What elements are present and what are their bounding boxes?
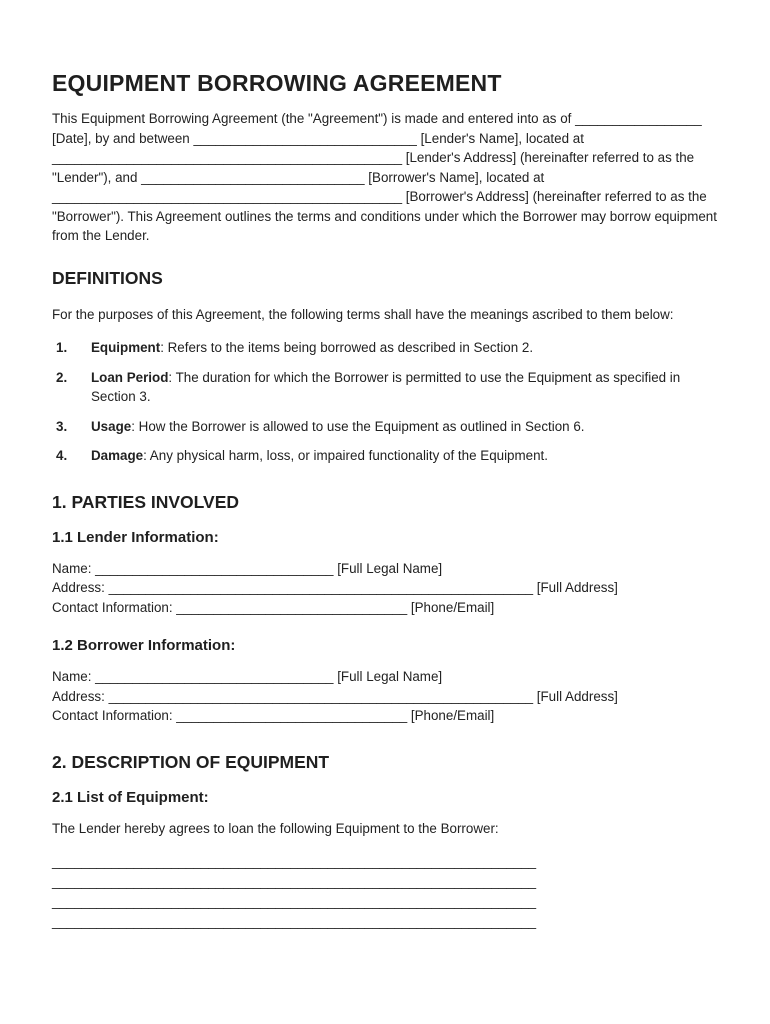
- definition-number: 3.: [56, 418, 68, 434]
- borrower-info-block: [52, 667, 718, 726]
- document-title: EQUIPMENT BORROWING AGREEMENT: [52, 70, 502, 96]
- definitions-heading: DEFINITIONS: [52, 267, 163, 288]
- borrower-address-field: Address: _________________________________________________________ [Full Address]: [52, 688, 618, 704]
- parties-heading: 1. PARTIES INVOLVED: [52, 491, 240, 512]
- lender-name-field: Name: ________________________________ [Full Legal Name]: [52, 560, 443, 576]
- definition-text: : Any physical harm, loss, or impaired functionality of the Equipment.: [143, 448, 548, 463]
- blank-line: _________________________________________________________________: [52, 894, 537, 909]
- blank-line: _________________________________________________________________: [52, 914, 537, 929]
- equipment-list-heading: 2.1 List of Equipment:: [52, 788, 209, 806]
- definition-text: : Refers to the items being borrowed as described in Section 2.: [160, 340, 534, 355]
- definition-text: : The duration for which the Borrower is permitted to use the Equipment as specified in Section 3.: [91, 369, 681, 404]
- definition-number: 1.: [56, 340, 68, 355]
- definition-number: 4.: [56, 448, 68, 463]
- definition-item: [52, 446, 718, 466]
- lender-info-heading: 1.1 Lender Information:: [52, 528, 219, 546]
- definition-term: Usage: [91, 418, 132, 434]
- lender-contact-field: Contact Information: _______________________________ [Phone/Email]: [52, 599, 495, 615]
- equipment-heading: 2. DESCRIPTION OF EQUIPMENT: [52, 751, 330, 772]
- borrower-info-heading: 1.2 Borrower Information:: [52, 637, 236, 654]
- definitions-intro: For the purposes of this Agreement, the following terms shall have the meanings ascribed to them below:: [52, 306, 674, 322]
- definitions-list: [52, 338, 718, 466]
- intro-paragraph: This Equipment Borrowing Agreement (the "Agreement") is made and entered into as of _________________ [Date], by and between ______________________________ [Lender's Name], located at _______________________________________________ [Lender's Address] (hereinafter referred to as the "Lender"), and ______________________________ [Borrower's Name], located at _______________________________________________ [Borrower's Address] (hereinafter referred to as the "Borrower"). This Agreement outlines the terms and conditions under which the Borrower may borrow equipment from the Lender.: [52, 111, 717, 243]
- borrower-name-field: Name: ________________________________ [Full Legal Name]: [52, 669, 443, 684]
- definition-item: [52, 338, 718, 358]
- blank-line: _________________________________________________________________: [52, 854, 537, 869]
- equipment-blank-lines: [52, 852, 718, 932]
- lender-address-field: Address: _________________________________________________________ [Full Address]: [52, 580, 618, 595]
- definition-text: : How the Borrower is allowed to use the Equipment as outlined in Section 6.: [131, 418, 585, 434]
- lender-info-block: [52, 559, 718, 618]
- borrower-contact-field: Contact Information: _______________________________ [Phone/Email]: [52, 708, 495, 723]
- definition-item: [52, 417, 718, 437]
- definition-item: [52, 368, 718, 407]
- blank-line: _________________________________________________________________: [52, 874, 537, 889]
- equipment-list-intro: The Lender hereby agrees to loan the following Equipment to the Borrower:: [52, 820, 499, 836]
- definition-term: Damage: [91, 448, 144, 463]
- definition-term: Equipment: [91, 340, 161, 355]
- definition-term: Loan Period: [91, 369, 169, 385]
- definition-number: 2.: [56, 369, 68, 385]
